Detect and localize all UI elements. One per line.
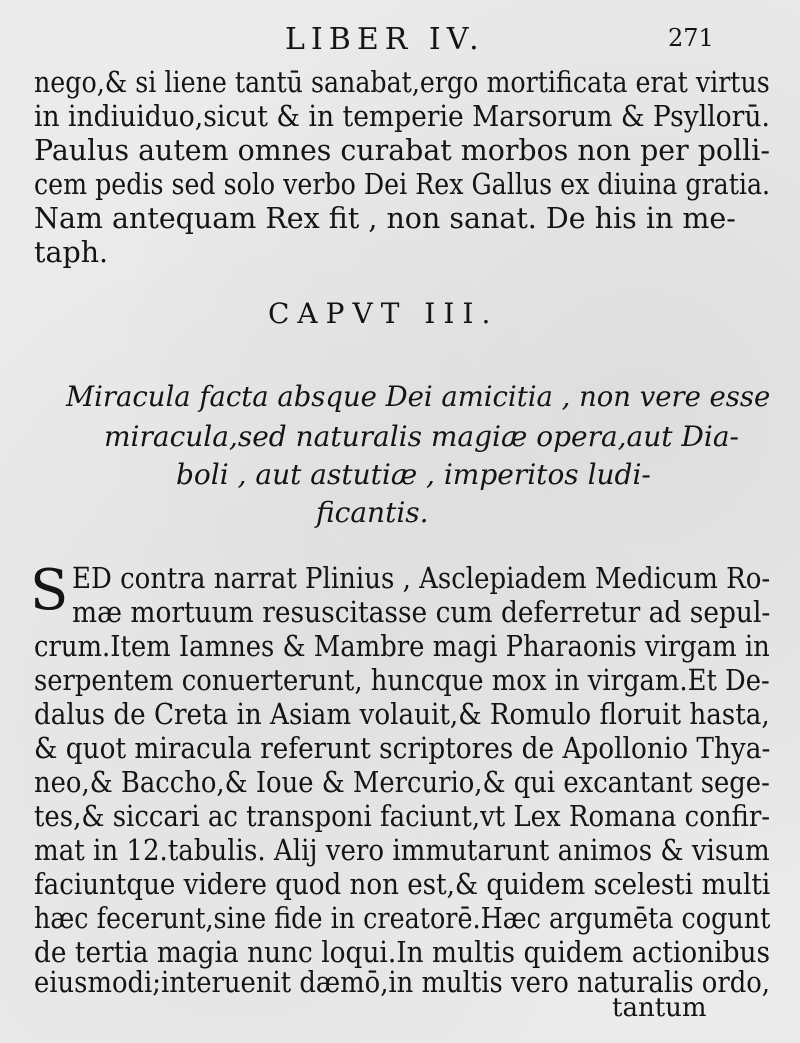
running-head	[0, 18, 800, 58]
text-line: taph.	[34, 236, 109, 269]
text-line: Nam antequam Rex fit , non sanat. De his in me-	[34, 202, 736, 235]
text-line: eiusmodi;interuenit dæmō,in multis vero naturalis ordo,	[34, 966, 771, 999]
text-line: cem pedis sed solo verbo Dei Rex Gallus ex diuina gratia.	[34, 168, 771, 201]
text-line: in indiuiduo,sicut & in temperie Marsorum & Psyllorū.	[34, 100, 770, 133]
text-line: faciuntque videre quod non est,& quidem scelesti multi	[34, 868, 771, 901]
drop-cap: S	[30, 558, 69, 623]
text-line: nego,& si liene tantū sanabat,ergo mortificata erat virtus	[34, 66, 770, 99]
summary-line: miracula,sed naturalis magiæ opera,aut Dia-	[104, 420, 739, 453]
text-line: de tertia magia nunc loqui.In multis quidem actionibus	[34, 936, 771, 969]
text-line: crum.Item Iamnes & Mambre magi Pharaonis virgam in	[34, 630, 770, 663]
text-line: dalus de Creta in Asiam volauit,& Romulo floruit hasta,	[34, 698, 770, 731]
text-line: mæ mortuum resuscitasse cum deferretur ad sepul-	[72, 596, 771, 629]
text-line: mat in 12.tabulis. Alij vero immutarunt animos & visum	[34, 834, 770, 867]
summary-line: ficantis.	[316, 496, 429, 529]
text-line: ED contra narrat Plinius , Asclepiadem Medicum Ro-	[72, 562, 771, 595]
text-line: Paulus autem omnes curabat morbos non per polli-	[34, 134, 770, 167]
text-line: hæc fecerunt,sine fide in creatorē.Hæc argumēta cogunt	[34, 902, 771, 935]
page-number: 271	[668, 24, 714, 52]
text-line: tes,& siccari ac transponi faciunt,vt Lex Romana confir-	[34, 800, 771, 833]
text-line: serpentem conuerterunt, huncque mox in virgam.Et De-	[34, 664, 770, 697]
summary-line: boli , aut astutiæ , imperitos ludi-	[176, 458, 651, 491]
text-line: neo,& Baccho,& Ioue & Mercurio,& qui excantant sege-	[34, 766, 770, 799]
chapter-heading: CAPVT III.	[268, 297, 499, 330]
catchword: tantum	[612, 993, 707, 1023]
summary-line: Miracula facta absque Dei amicitia , non vere esse	[66, 380, 771, 413]
running-title: LIBER IV.	[285, 22, 485, 57]
text-line: & quot miracula referunt scriptores de Apollonio Thya-	[34, 732, 771, 765]
